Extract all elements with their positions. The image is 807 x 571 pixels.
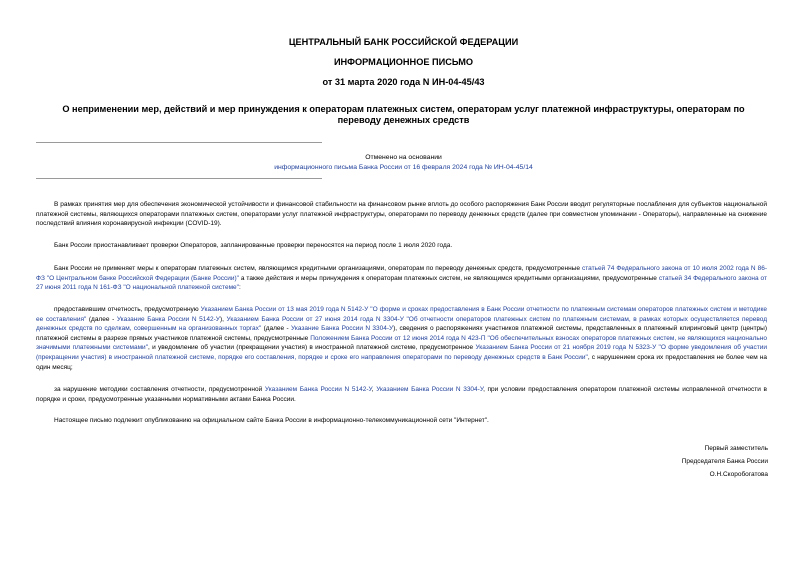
paragraph-publication: Настоящее письмо подлежит опубликованию на официальном сайте Банка России в информационно-телекоммуникационной сети "Интернет". — [54, 417, 489, 424]
bank-name-heading: ЦЕНТРАЛЬНЫЙ БАНК РОССИЙСКОЙ ФЕДЕРАЦИИ — [288, 37, 519, 47]
directive-5323-link[interactable]: Указанием Банка России от 21 ноября 2019 года N 5323-У "О форме уведомления об участии (прекращении участия) в иностранной платежной системе, порядке его составления, порядке и сроке его направления операторами по переводу денежных средств в Банк России" — [36, 344, 767, 361]
paragraph-reporting-delay — [36, 305, 767, 372]
directive-5142-short-link[interactable]: Указание Банка России N 5142-У — [116, 315, 220, 323]
directive-3304-link[interactable]: Указанием Банка России от 27 июня 2014 года N 3304-У "Об отчетности операторов платежных систем по платежным системам, в рамках которых осуществляется перевод денежных средств по сделкам, совершенным на организованных торгах" — [36, 315, 767, 333]
law-161-fz-link[interactable]: статьей 34 Федерального закона от 27 июня 2011 года N 161-ФЗ "О национальной платежной системе" — [36, 274, 768, 292]
text-span: предоставившим отчетность, предусмотренную — [54, 306, 201, 313]
paragraph-methodology — [36, 385, 767, 404]
signature-position-1: Первый заместитель — [704, 445, 768, 452]
top-divider — [36, 142, 322, 143]
text-span: а также действия и меры принуждения к операторам платежных систем, не являющимся кредитными организациями, предусмотренные — [238, 274, 659, 282]
text-span: , с нарушением срока их предоставления не более чем на один месяц; — [36, 353, 767, 371]
cancel-notice-link-row — [200, 163, 607, 173]
paragraph-inspections: Банк России приостанавливает проверки Операторов, запланированные проверки переносятся на период после 1 июля 2020 года. — [54, 242, 453, 249]
text-span: ), сведения о распоряжениях участников платежной системы, представленных в платежный клиринговый центр (центры) платежной системы в разрезе прямых участников платежной системы, предусмотренные — [36, 325, 768, 342]
regulation-423-p-link[interactable]: Положением Банка России от 12 июня 2014 года N 423-П "Об обеспечительных взносах операторов платежных систем, не являющихся национально значимыми платежными системами" — [36, 334, 767, 352]
signature-name: О.Н.Скоробогатова — [709, 471, 768, 478]
document-type-heading: ИНФОРМАЦИОННОЕ ПИСЬМО — [333, 57, 474, 67]
cancel-notice-link[interactable]: информационного письма Банка России от 16 февраля 2024 года № ИН-04-45/14 — [274, 164, 533, 171]
text-span: ), — [219, 315, 227, 323]
bottom-divider — [36, 178, 322, 179]
directive-3304-short-link-2[interactable]: Указанием Банка России N 3304-У — [376, 386, 484, 393]
paragraph-measures: В рамках принятия мер для обеспечения экономической устойчивости и финансовой стабильности на финансовом рынке вплоть до особого распоряжения Банк России вводит регуляторные послабления для субъектов национальной платежной системы, являющихся операторами платежных систем, операторами услуг платежной инфраструктуры, операторами по переводу денежных средств (далее при совместном упоминании - Операторы), направленные на снижение последствий влияния коронавирусной инфекции (COVID-19). — [36, 201, 767, 228]
directive-5142-short-link-2[interactable]: Указанием Банка России N 5142-У — [264, 386, 372, 393]
date-number-heading: от 31 марта 2020 года N ИН-04-45/43 — [322, 77, 485, 87]
text-span: Банк России не применяет меры к операторам платежных систем, являющимся кредитными организациями, операторам по переводу денежных средств, предусмотренные — [54, 265, 582, 272]
text-span: (далее - — [86, 315, 117, 323]
text-span: за нарушение методики составления отчетности, предусмотренной — [54, 386, 265, 393]
directive-5142-link[interactable]: Указанием Банка России от 13 мая 2019 года N 5142-У "О форме и сроках предоставления в Банк России отчетности по платежным системам операторов платежных систем и методике ее составления" — [36, 306, 767, 323]
text-span: : — [238, 284, 241, 292]
text-span: , и уведомление об участии (прекращении участия) в иностранной платежной системе, предусмотренное — [148, 344, 476, 352]
law-86-fz-link[interactable]: статьей 74 Федерального закона от 10 июля 2002 года N 86-ФЗ "О Центральном банке Российской Федерации (Банке России)" — [36, 265, 767, 282]
document-subject: О неприменении мер, действий и мер принуждения к операторам платежных систем, операторам услуг платежной инфраструктуры, операторам по переводу денежных средств — [62, 104, 745, 125]
directive-3304-short-link[interactable]: Указание Банка России N 3304-У — [291, 325, 394, 333]
signature-position-2: Председателя Банка России — [681, 458, 768, 465]
cancel-notice-label: Отменено на основании — [365, 154, 442, 161]
text-span: , — [371, 386, 377, 393]
text-span: , при условии предоставления оператором платежной системы исправленной отчетности в порядке и сроки, предусмотренные указанными нормативными актами Банка России. — [36, 386, 767, 403]
paragraph-no-measures — [36, 264, 767, 293]
text-span: (далее - — [261, 325, 292, 333]
